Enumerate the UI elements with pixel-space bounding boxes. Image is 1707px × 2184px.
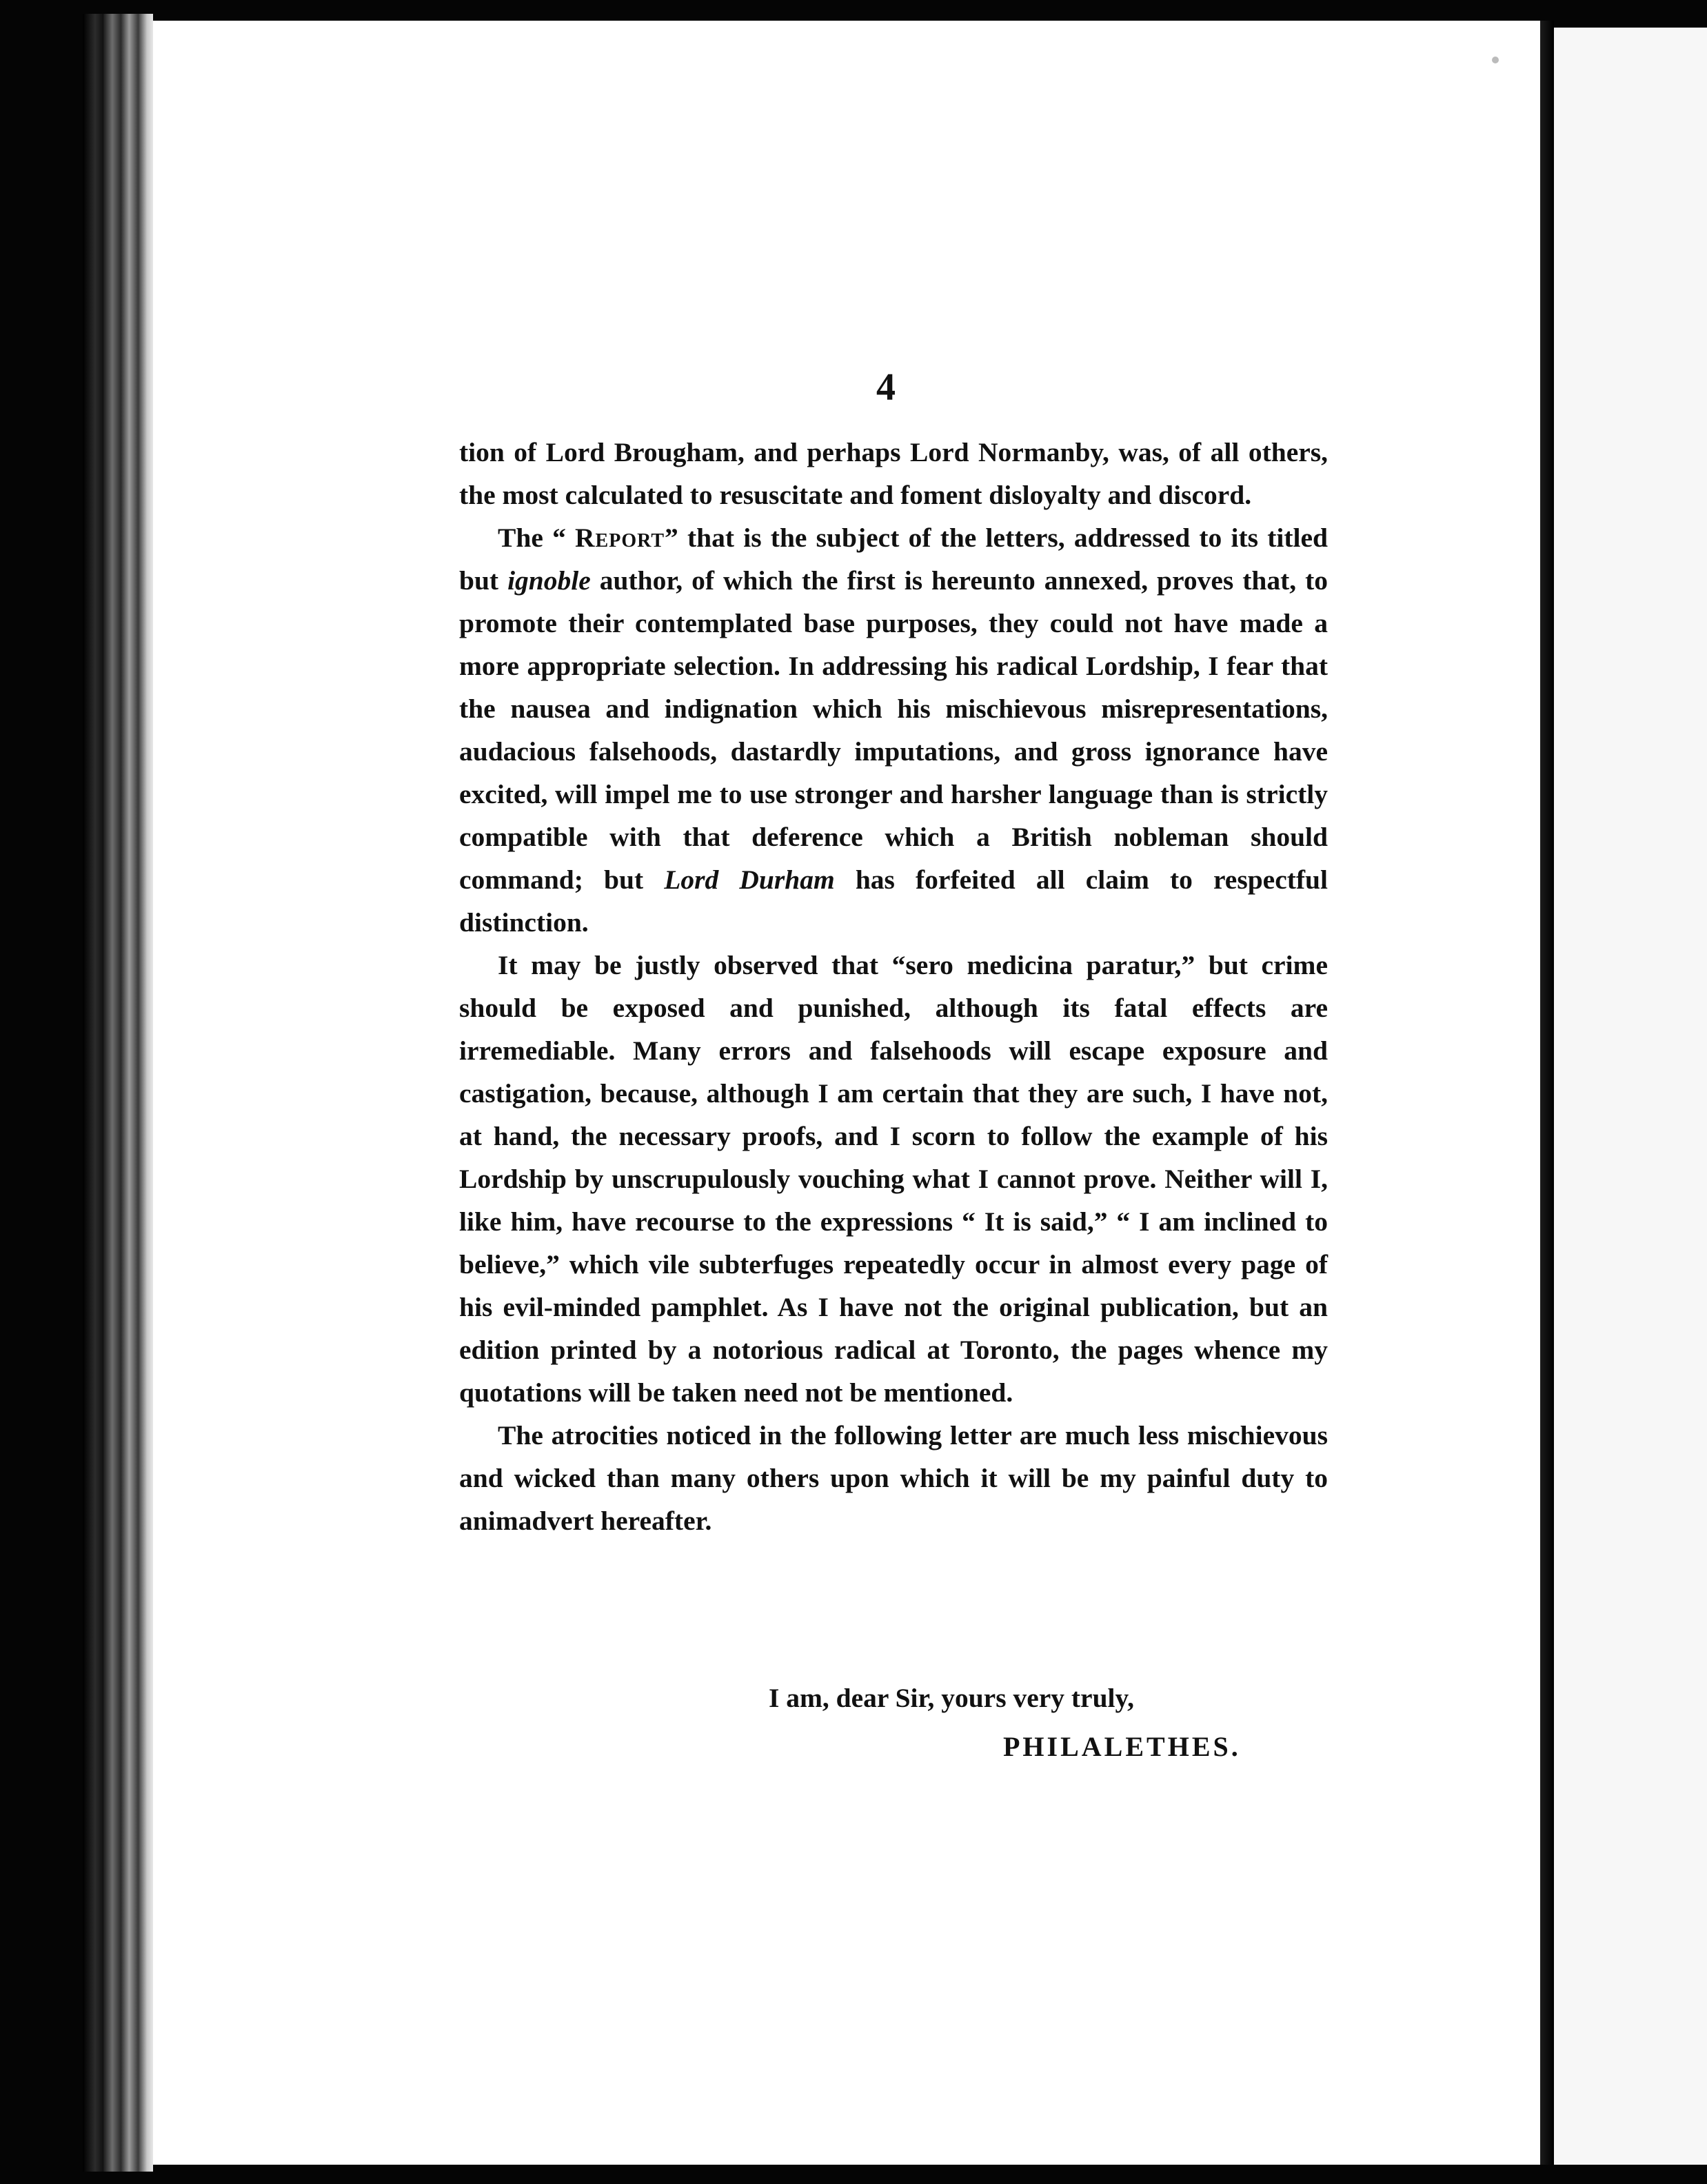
text-run: The atrocities noticed in the following letter are much less mischievous and wicked than many others upon which it will be my painful duty to animadvert hereafter. (459, 1420, 1328, 1536)
text-run: has forfeited all claim to respectful distinction. (459, 865, 1328, 938)
paragraph-4 (459, 1414, 1328, 1542)
italic-text: ignoble (507, 565, 591, 596)
page-edge-shadow (1540, 21, 1554, 2165)
paragraph-1 (459, 431, 1328, 516)
facing-page-edge (1554, 28, 1707, 2165)
small-caps-text: Report (575, 523, 665, 553)
text-run: author, of which the first is hereunto annexed, proves that, to promote their contemplated base purposes, they could not have made a more appropriate selection. In addressing his radical Lordship, I fear that the nausea and indignation which his mischievous misrepresentations, audacious falsehoods, dastardly imputations, and gross ignorance have excited, will impel me to use stronger and harsher language than is strictly compatible with that deference which a British nobleman should command; but (459, 565, 1328, 895)
book-gutter-shadow (83, 14, 103, 2172)
closing-salutation: I am, dear Sir, yours very truly, (769, 1683, 1134, 1713)
dust-speck (1492, 57, 1499, 63)
page-body-text (459, 431, 1328, 1542)
italic-text: Lord Durham (664, 865, 835, 895)
signature: PHILALETHES. (1003, 1731, 1241, 1762)
text-run: tion of Lord Brougham, and perhaps Lord Normanby, was, of all others, the most calculated to resuscitate and foment disloyalty and discord. (459, 437, 1328, 510)
page-number: 4 (876, 366, 896, 409)
text-run: ” that is the subject of the letters, addressed to its titled but (459, 523, 1328, 596)
text-run: The “ (498, 523, 576, 553)
paragraph-2 (459, 516, 1328, 944)
text-run: It may be justly observed that “sero medicina paratur,” but crime should be exposed and punished, although its fatal effects are irremediable. Many errors and falsehoods will escape exposure and castigation, because, although I am certain that they are such, I have not, at hand, the necessary proofs, and I scorn to follow the example of his Lordship by unscrupulously vouching what I cannot prove. Neither will I, like him, have recourse to the expressions “ It is said,” “ I am inclined to believe,” which vile subterfuges repeatedly occur in almost every page of his evil-minded pamphlet. As I have not the original publication, but an edition printed by a notorious radical at Toronto, the pages whence my quotations will be taken need not be mentioned. (459, 950, 1328, 1408)
book-gutter (103, 14, 153, 2172)
paragraph-3 (459, 944, 1328, 1414)
